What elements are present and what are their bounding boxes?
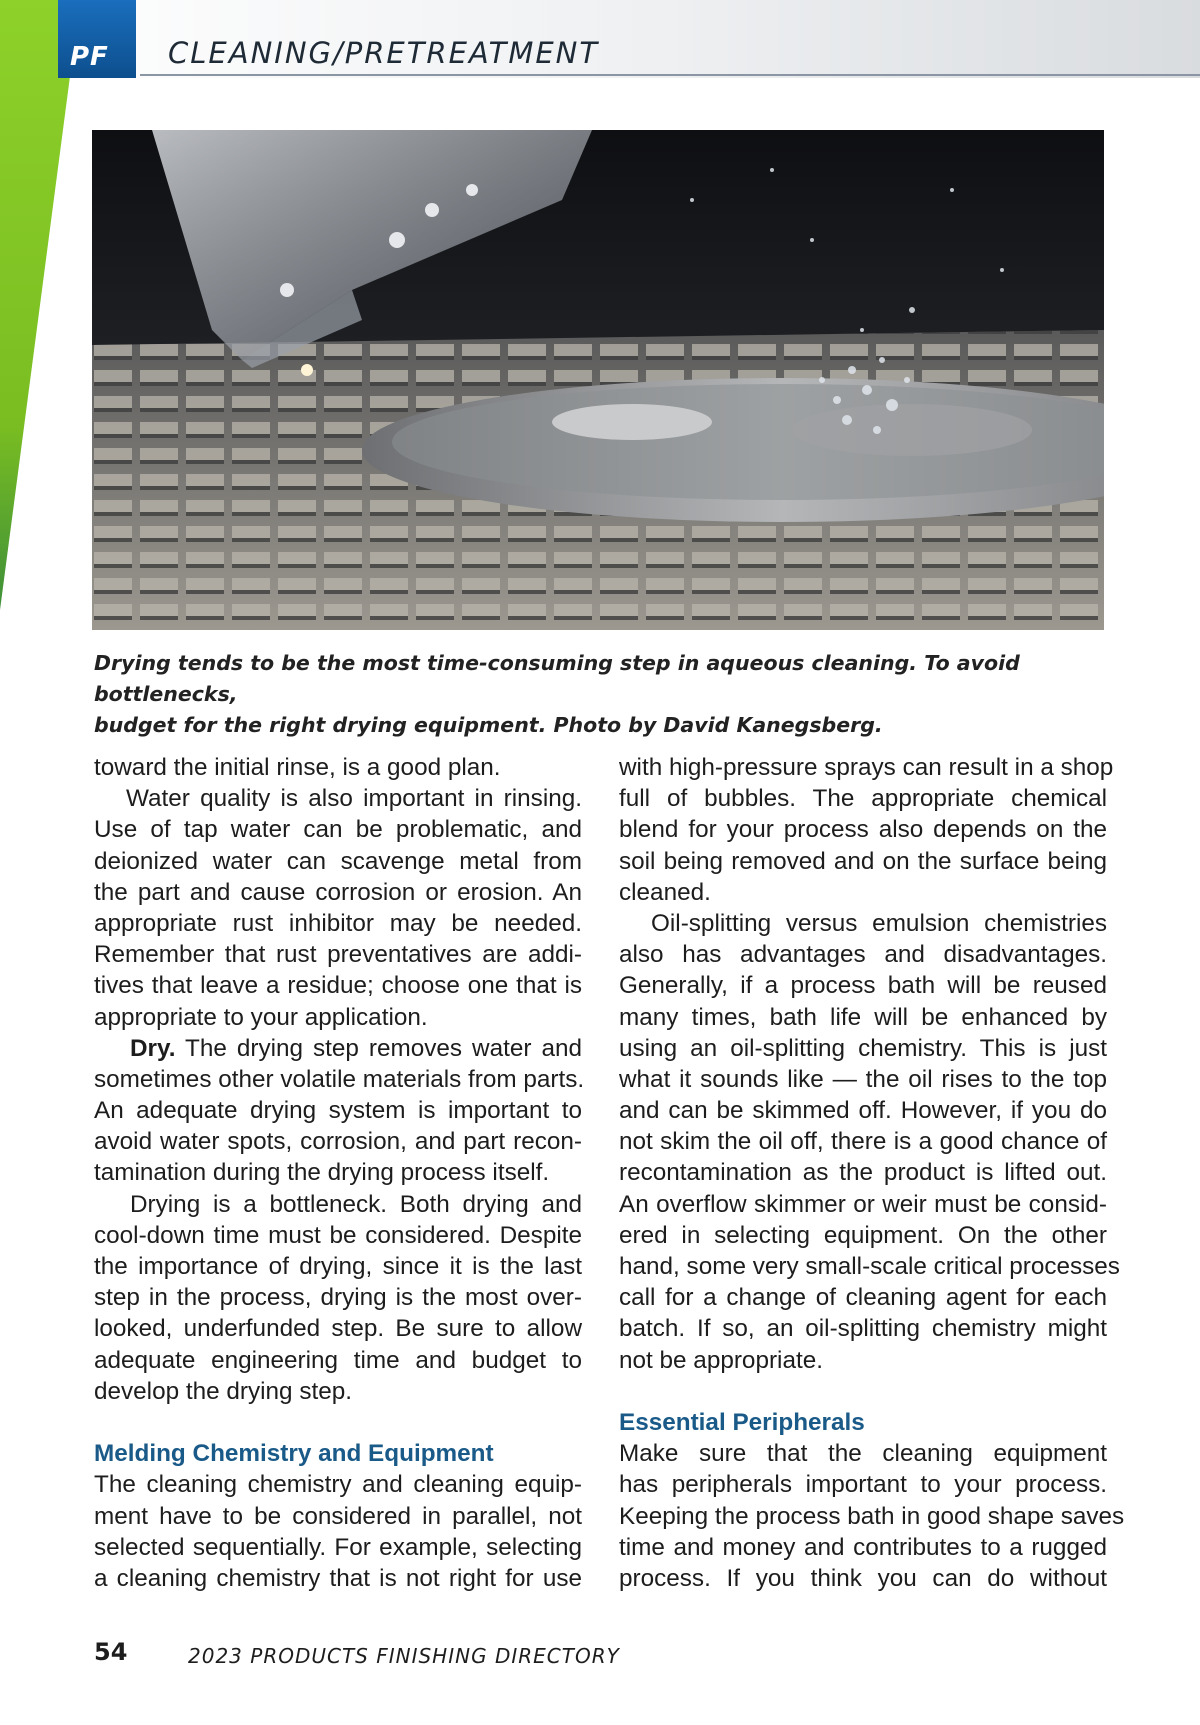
section-heading: Essential Peripherals [619,1408,865,1436]
text-line: a cleaning chemistry that is not right for use [94,1564,582,1592]
text-line: ment have to be considered in parallel, not [94,1502,582,1530]
text-line: the importance of drying, since it is the last [94,1253,582,1280]
text-line: Use of tap water can be problematic, and [94,816,582,844]
text-line: what it sounds like — the oil rises to the top [619,1065,1107,1093]
text-line: many times, bath life will be enhanced by [619,1003,1107,1031]
text-line: has peripherals important to your process. [619,1471,1107,1499]
text-run: The drying step removes water and [175,1034,582,1062]
caption-line: budget for the right drying equipment. Photo by David Kanegsberg. [94,713,883,737]
text-line: Oil-splitting versus emulsion chemistries [651,909,1107,937]
photo-image [92,130,1104,630]
text-line: selected sequentially. For example, selecting [94,1533,582,1561]
text-line: ered in selecting equipment. On the other [619,1221,1107,1249]
text-line: cool-down time must be considered. Despite [94,1221,582,1249]
text-line: sometimes other volatile materials from parts. [94,1065,585,1093]
pf-badge-label: PF [70,42,109,72]
body-column-right [619,752,1125,1594]
text-line: process. If you think you can do without [619,1564,1107,1592]
text-line: the part and cause corrosion or erosion. An [94,878,582,906]
header-rule [140,74,1200,76]
text-line: Make sure that the cleaning equipment [619,1440,1107,1468]
text-line: looked, underfunded step. Be sure to allow [94,1315,582,1343]
text-line: not skim the oil off, there is a good chance of [619,1128,1107,1156]
photo-caption [94,648,1104,741]
text-line: avoid water spots, corrosion, and part recon- [94,1128,582,1156]
text-line: tamination during the drying process itself. [94,1159,550,1187]
text-line: Keeping the process bath in good shape saves [619,1502,1125,1530]
text-line: recontamination as the product is lifted out. [619,1159,1107,1187]
text-line: also has advantages and disadvantages. [619,941,1107,969]
text-line: time and money and contributes to a rugged [619,1533,1107,1561]
text-line: An overflow skimmer or weir must be consid- [619,1190,1107,1218]
text-line [94,1033,582,1064]
text-line: call for a change of cleaning agent for each [619,1284,1107,1312]
text-line: Drying is a bottleneck. Both drying and [130,1190,582,1218]
text-line: adequate engineering time and budget to [94,1346,582,1374]
text-line: with high-pressure sprays can result in a shop [619,754,1114,781]
accent-stripe [0,0,80,610]
photo-illustration [92,130,1104,630]
text-line: tives that leave a residue; choose one that is [94,972,582,1000]
text-line: batch. If so, an oil-splitting chemistry might [619,1315,1107,1343]
text-line: cleaned. [619,878,711,906]
text-line: appropriate rust inhibitor may be needed. [94,909,582,937]
text-line: not be appropriate. [619,1346,823,1374]
text-line: toward the initial rinse, is a good plan. [94,754,501,781]
text-line: develop the drying step. [94,1377,352,1405]
paragraph-gap [94,1407,582,1438]
section-heading: Melding Chemistry and Equipment [94,1440,494,1468]
page-number: 54 [94,1638,128,1666]
text-line: An adequate drying system is important to [94,1097,582,1125]
paragraph-lead: Dry. [130,1034,176,1062]
text-line: hand, some very small-scale critical processes [619,1253,1120,1280]
text-line: Water quality is also important in rinsing. [126,785,582,813]
text-line: full of bubbles. The appropriate chemical [619,785,1107,813]
text-line: appropriate to your application. [94,1003,428,1031]
text-line: Generally, if a process bath will be reused [619,972,1107,1000]
text-line: soil being removed and on the surface being [619,847,1107,875]
text-line: using an oil-splitting chemistry. This is just [619,1034,1107,1062]
text-line: Remember that rust preventatives are addi- [94,941,582,969]
text-line: step in the process, drying is the most over- [94,1284,582,1312]
publication-title: 2023 PRODUCTS FINISHING DIRECTORY [188,1644,620,1668]
text-line: The cleaning chemistry and cleaning equip- [94,1471,582,1499]
caption-line: Drying tends to be the most time-consuming step in aqueous cleaning. To avoid bottlenecks, [94,651,1020,706]
text-line: and can be skimmed off. However, if you do [619,1097,1107,1125]
text-line: deionized water can scavenge metal from [94,847,582,875]
body-column-left [94,752,585,1594]
section-title: CLEANING/PRETREATMENT [168,36,600,70]
text-line: blend for your process also depends on the [619,816,1107,844]
paragraph-gap [619,1376,1107,1407]
